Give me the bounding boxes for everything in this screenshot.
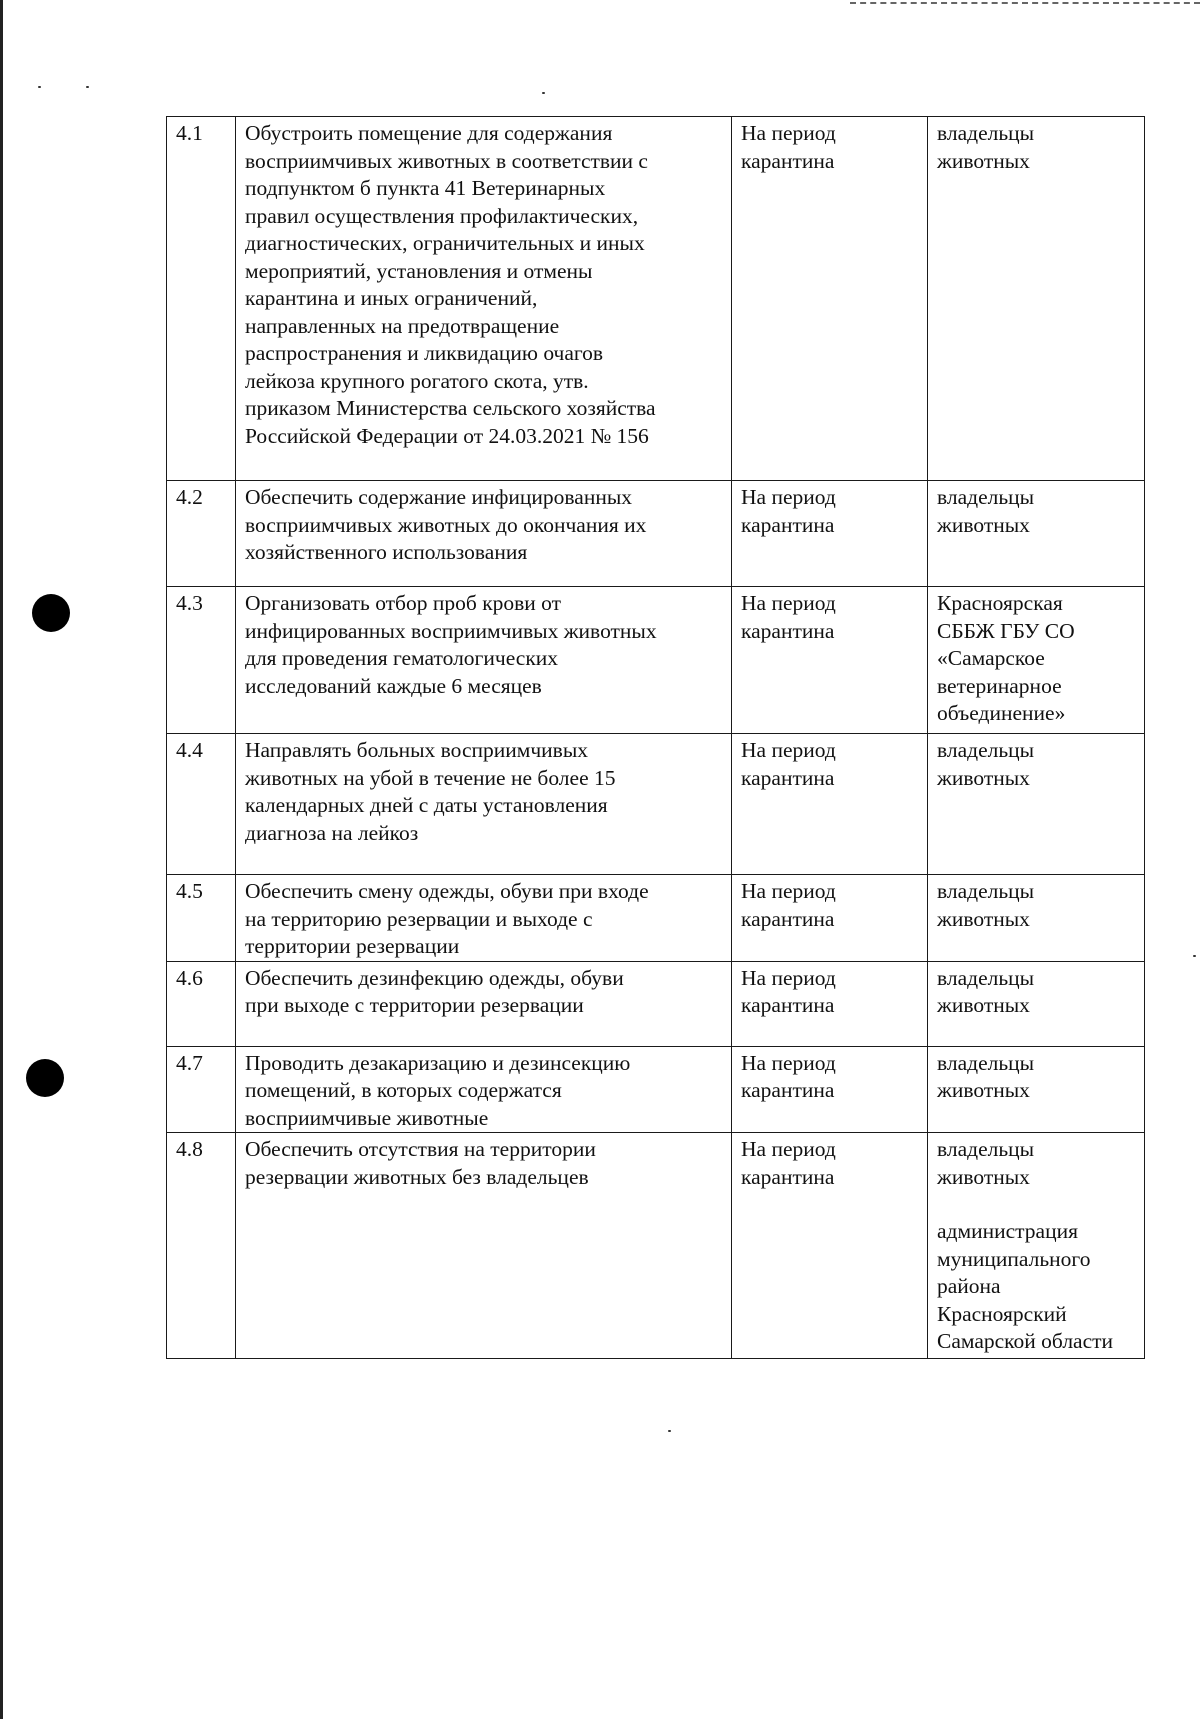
cell-text-line: На период <box>741 591 836 615</box>
cell-text-line: Организовать отбор проб крови от <box>245 591 562 615</box>
action-cell <box>236 117 732 481</box>
responsible-cell <box>928 961 1145 1046</box>
cell-text-line: карантина <box>741 765 835 790</box>
period-cell <box>732 1133 928 1359</box>
cell-text-line: животных <box>937 993 1030 1017</box>
cell-text-line: Самарской области <box>937 1329 1114 1353</box>
cell-text-line: Обустроить помещение для содержания <box>245 121 613 145</box>
action-cell <box>236 734 732 875</box>
cell-text-line: На период <box>741 1050 836 1075</box>
cell-text-line: календарных дней с даты установления <box>245 793 608 817</box>
item-number-cell <box>167 1046 236 1133</box>
cell-text-line: карантина <box>741 1078 835 1102</box>
cell-text-line: животных <box>937 765 1030 790</box>
cell-text-line: карантина <box>741 512 835 537</box>
cell-text-line: правил осуществления профилактических, <box>245 203 639 228</box>
cell-text-line: животных <box>937 1078 1030 1102</box>
cell-text-line: «Самарское <box>937 646 1045 670</box>
cell-text-line: на территорию резервации и выходе с <box>245 906 593 931</box>
cell-text-line: Обеспечить смену одежды, обуви при входе <box>245 879 649 903</box>
table-row <box>167 1046 1145 1133</box>
cell-text-line: распространения и ликвидацию очагов <box>245 341 604 365</box>
cell-text-line: животных <box>937 906 1030 931</box>
cell-text-line: восприимчивых животных в соответствии с <box>245 148 648 173</box>
scan-speck <box>86 86 89 88</box>
scan-speck <box>38 86 41 88</box>
table-row <box>167 961 1145 1046</box>
cell-text-line: объединение» <box>937 701 1066 725</box>
cell-text-line: Красноярский <box>937 1301 1067 1326</box>
cell-text-line: диагностических, ограничительных и иных <box>245 231 645 255</box>
measures-table <box>166 116 1145 1359</box>
cell-text-line: На период <box>741 121 836 145</box>
scan-speck <box>668 1430 671 1432</box>
table-row <box>167 875 1145 962</box>
cell-text-line: владельцы <box>937 485 1035 509</box>
cell-text-line: На период <box>741 879 836 903</box>
action-cell <box>236 875 732 962</box>
hole-punch-mark <box>26 1059 64 1097</box>
cell-text-line: карантина <box>741 906 835 931</box>
scan-top-edge <box>850 2 1200 4</box>
cell-text-line: Красноярская <box>937 591 1063 615</box>
cell-text-line: восприимчивых животных до окончания их <box>245 512 647 537</box>
table-row <box>167 734 1145 875</box>
item-number-cell <box>167 481 236 587</box>
cell-text-line: животных <box>937 512 1030 537</box>
period-cell <box>732 587 928 734</box>
cell-text-line: муниципального <box>937 1246 1091 1271</box>
cell-text-line: владельцы <box>937 1137 1035 1161</box>
item-number: 4.4 <box>176 738 203 762</box>
item-number: 4.3 <box>176 591 203 615</box>
cell-text-line: при выходе с территории резервации <box>245 993 584 1017</box>
item-number-cell <box>167 1133 236 1359</box>
cell-text-line: карантина и иных ограничений, <box>245 286 538 310</box>
cell-text-line: приказом Министерства сельского хозяйства <box>245 396 656 420</box>
cell-text-line: На период <box>741 1137 836 1161</box>
cell-text-line: диагноза на лейкоз <box>245 820 419 845</box>
period-cell <box>732 734 928 875</box>
action-cell <box>236 1046 732 1133</box>
cell-text-line: исследований каждые 6 месяцев <box>245 673 542 698</box>
cell-text-line: карантина <box>741 618 835 643</box>
cell-text-line: восприимчивые животные <box>245 1105 489 1130</box>
cell-text-line: Обеспечить отсутствия на территории <box>245 1137 596 1161</box>
cell-text-line: направленных на предотвращение <box>245 313 560 338</box>
cell-text-line: района <box>937 1274 1001 1298</box>
item-number: 4.2 <box>176 485 203 509</box>
cell-text-line: Проводить дезакаризацию и дезинсекцию <box>245 1050 631 1075</box>
table-row <box>167 587 1145 734</box>
period-cell <box>732 875 928 962</box>
table-row <box>167 481 1145 587</box>
cell-text-line: Обеспечить содержание инфицированных <box>245 485 633 509</box>
responsible-cell <box>928 117 1145 481</box>
cell-text-line: На период <box>741 485 836 509</box>
cell-text-line: лейкоза крупного рогатого скота, утв. <box>245 368 589 393</box>
responsible-cell <box>928 875 1145 962</box>
action-cell <box>236 587 732 734</box>
cell-text-line: инфицированных восприимчивых животных <box>245 618 657 643</box>
cell-text-line: Направлять больных восприимчивых <box>245 738 589 762</box>
action-cell <box>236 961 732 1046</box>
scan-speck <box>542 92 545 94</box>
cell-text-line: Российской Федерации от 24.03.2021 № 156 <box>245 423 649 448</box>
cell-text-line: карантина <box>741 993 835 1017</box>
item-number-cell <box>167 734 236 875</box>
responsible-cell <box>928 481 1145 587</box>
cell-text-line: территории резервации <box>245 934 460 958</box>
cell-text-line: карантина <box>741 148 835 173</box>
cell-text-line: владельцы <box>937 121 1035 145</box>
cell-text-line: владельцы <box>937 879 1035 903</box>
cell-text-line: СББЖ ГБУ СО <box>937 618 1075 643</box>
table-row <box>167 117 1145 481</box>
hole-punch-mark <box>32 594 70 632</box>
action-cell <box>236 481 732 587</box>
item-number-cell <box>167 587 236 734</box>
period-cell <box>732 481 928 587</box>
cell-text-line: На период <box>741 738 836 762</box>
cell-text-line: животных на убой в течение не более 15 <box>245 765 616 790</box>
item-number: 4.5 <box>176 879 203 903</box>
period-cell <box>732 117 928 481</box>
cell-text-line: хозяйственного использования <box>245 540 528 564</box>
scan-left-edge <box>0 0 3 1719</box>
scan-speck <box>1193 955 1196 957</box>
cell-text-line: помещений, в которых содержатся <box>245 1078 562 1102</box>
item-number: 4.8 <box>176 1137 203 1161</box>
item-number-cell <box>167 961 236 1046</box>
cell-text-line: ветеринарное <box>937 673 1062 698</box>
cell-text-line: владельцы <box>937 1050 1035 1075</box>
item-number: 4.6 <box>176 965 203 990</box>
cell-text-line: для проведения гематологических <box>245 646 559 670</box>
cell-text-line: животных <box>937 148 1030 173</box>
item-number-cell <box>167 117 236 481</box>
responsible-cell <box>928 587 1145 734</box>
responsible-cell <box>928 1046 1145 1133</box>
cell-text-line: администрация <box>937 1219 1078 1243</box>
cell-text-line: резервации животных без владельцев <box>245 1164 589 1189</box>
table-row <box>167 1133 1145 1359</box>
cell-text-line: Обеспечить дезинфекцию одежды, обуви <box>245 965 624 990</box>
item-number: 4.1 <box>176 121 203 145</box>
cell-text-line: животных <box>937 1164 1030 1189</box>
action-cell <box>236 1133 732 1359</box>
blank-line <box>937 1191 1136 1218</box>
cell-text-line: мероприятий, установления и отмены <box>245 258 593 283</box>
cell-text-line: карантина <box>741 1164 835 1189</box>
period-cell <box>732 1046 928 1133</box>
cell-text-line: владельцы <box>937 738 1035 762</box>
responsible-cell <box>928 734 1145 875</box>
period-cell <box>732 961 928 1046</box>
cell-text-line: владельцы <box>937 965 1035 990</box>
item-number-cell <box>167 875 236 962</box>
item-number: 4.7 <box>176 1050 203 1075</box>
cell-text-line: подпунктом б пункта 41 Ветеринарных <box>245 176 606 200</box>
cell-text-line: На период <box>741 965 836 990</box>
responsible-cell <box>928 1133 1145 1359</box>
